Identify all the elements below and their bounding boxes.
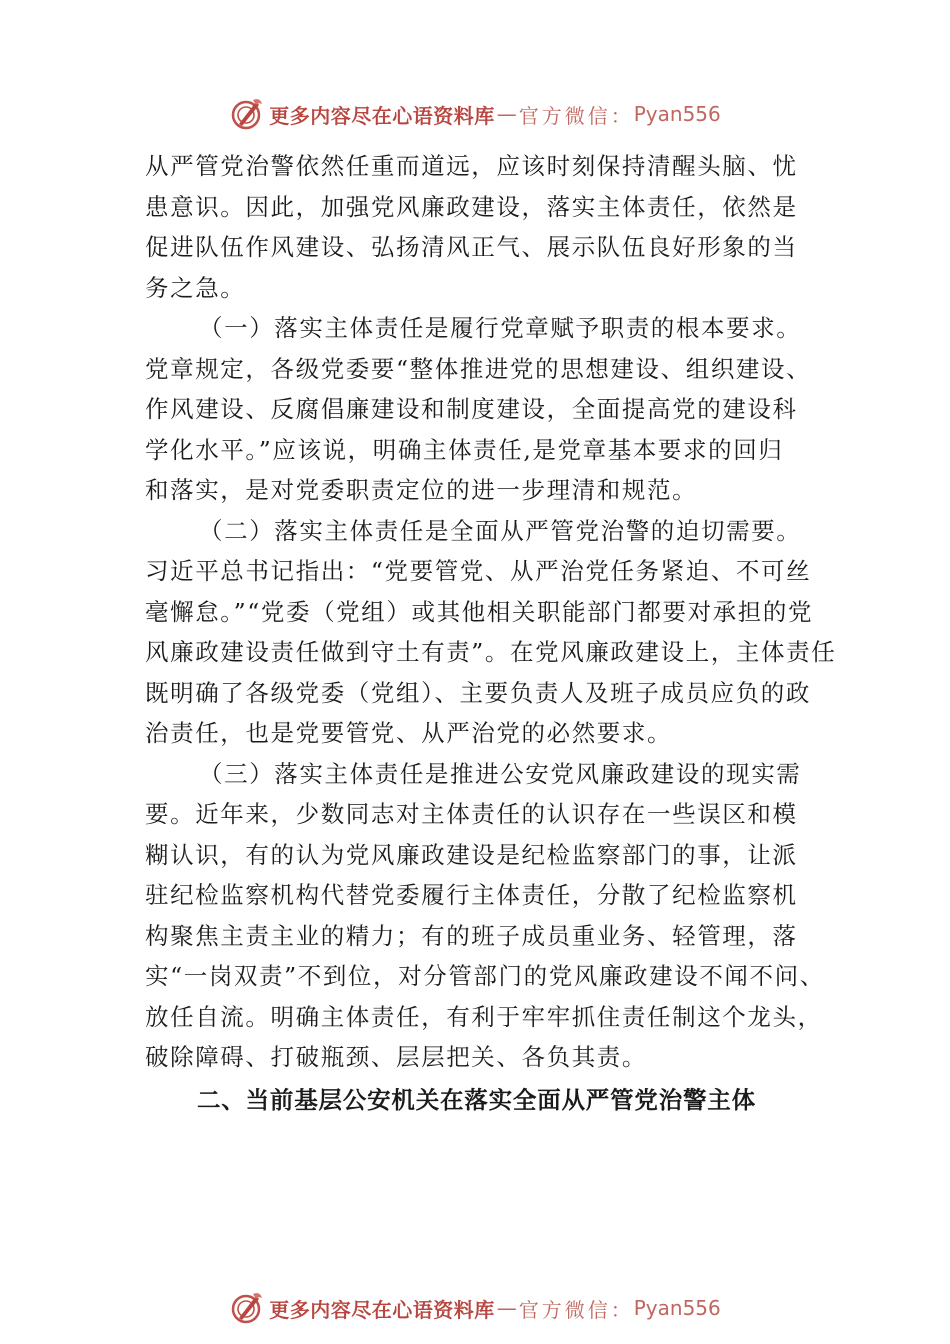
paragraph-section-one — [145, 308, 825, 511]
text-line: 和落实，是对党委职责定位的进一步理清和规范。 — [145, 476, 698, 504]
brand-name: 更多内容尽在心语资料库 — [269, 103, 495, 128]
text-line: 作风建设、反腐倡廉建设和制度建设，全面提高党的建设科 — [145, 395, 798, 423]
text-line: 要。近年来，少数同志对主体责任的认识存在一些误区和模 — [145, 800, 798, 828]
brand-name: 更多内容尽在心语资料库 — [269, 1297, 495, 1322]
banner-dash: — — [496, 1296, 517, 1320]
text-line: 实“一岗双责”不到位，对分管部门的党风廉政建设不闻不问、 — [145, 962, 825, 990]
banner-dash: — — [496, 102, 517, 126]
text-line: （三）落实主体责任是推进公安党风廉政建设的现实需 — [199, 759, 802, 788]
text-line: 学化水平。”应该说，明确主体责任,是党章基本要求的回归 — [145, 435, 784, 464]
text-line: 患意识。因此，加强党风廉政建设，落实主体责任，依然是 — [145, 192, 798, 221]
wechat-id: Pyan556 — [633, 102, 721, 126]
brand-logo-icon — [229, 1290, 265, 1326]
text-line: 毫懈怠。”“党委（党组）或其他相关职能部门都要对承担的党 — [145, 597, 814, 626]
text-line: 务之急。 — [145, 273, 246, 302]
text-line: 糊认识，有的认为党风廉政建设是纪检监察部门的事，让派 — [145, 840, 798, 869]
paragraph-section-two — [145, 511, 837, 754]
text-line: 既明确了各级党委（党组）、主要负责人及班子成员应负的政 — [145, 678, 811, 707]
paragraph-section-three — [145, 754, 825, 1078]
text-line: 风廉政建设责任做到守土有责”。在党风廉政建设上，主体责任 — [145, 638, 837, 666]
text-line: （一）落实主体责任是履行党章赋予职责的根本要求。 — [199, 314, 802, 342]
section-heading: 二、当前基层公安机关在落实全面从严管党治警主体 — [197, 1085, 756, 1114]
text-line: 构聚焦主责主业的精力；有的班子成员重业务、轻管理，落 — [145, 921, 798, 950]
text-line: 驻纪检监察机构代替党委履行主体责任，分散了纪检监察机 — [145, 881, 798, 909]
official-wechat-label: 官方微信： — [518, 1297, 634, 1322]
text-line: 治责任，也是党要管党、从严治党的必然要求。 — [145, 719, 673, 747]
document-body — [145, 146, 837, 1120]
text-line: 从严管党治警依然任重而道远，应该时刻保持清醒头脑、忧 — [145, 152, 798, 180]
header-watermark-banner — [0, 94, 950, 134]
wechat-id: Pyan556 — [633, 1296, 721, 1320]
text-line: 习近平总书记指出：“党要管党、从严治党任务紧迫、不可丝 — [145, 557, 812, 585]
text-line: 促进队伍作风建设、弘扬清风正气、展示队伍良好形象的当 — [145, 233, 798, 261]
brand-logo-icon — [229, 96, 265, 132]
paragraph-continuation — [145, 146, 825, 308]
text-line: （二）落实主体责任是全面从严管党治警的迫切需要。 — [199, 516, 802, 545]
footer-watermark-banner — [0, 1288, 950, 1328]
text-line: 破除障碍、打破瓶颈、层层把关、各负其责。 — [145, 1043, 647, 1071]
text-line: 党章规定，各级党委要“整体推进党的思想建设、组织建设、 — [145, 354, 812, 383]
official-wechat-label: 官方微信： — [518, 103, 634, 128]
text-line: 放任自流。明确主体责任，有利于牢牢抓住责任制这个龙头， — [145, 1002, 823, 1031]
